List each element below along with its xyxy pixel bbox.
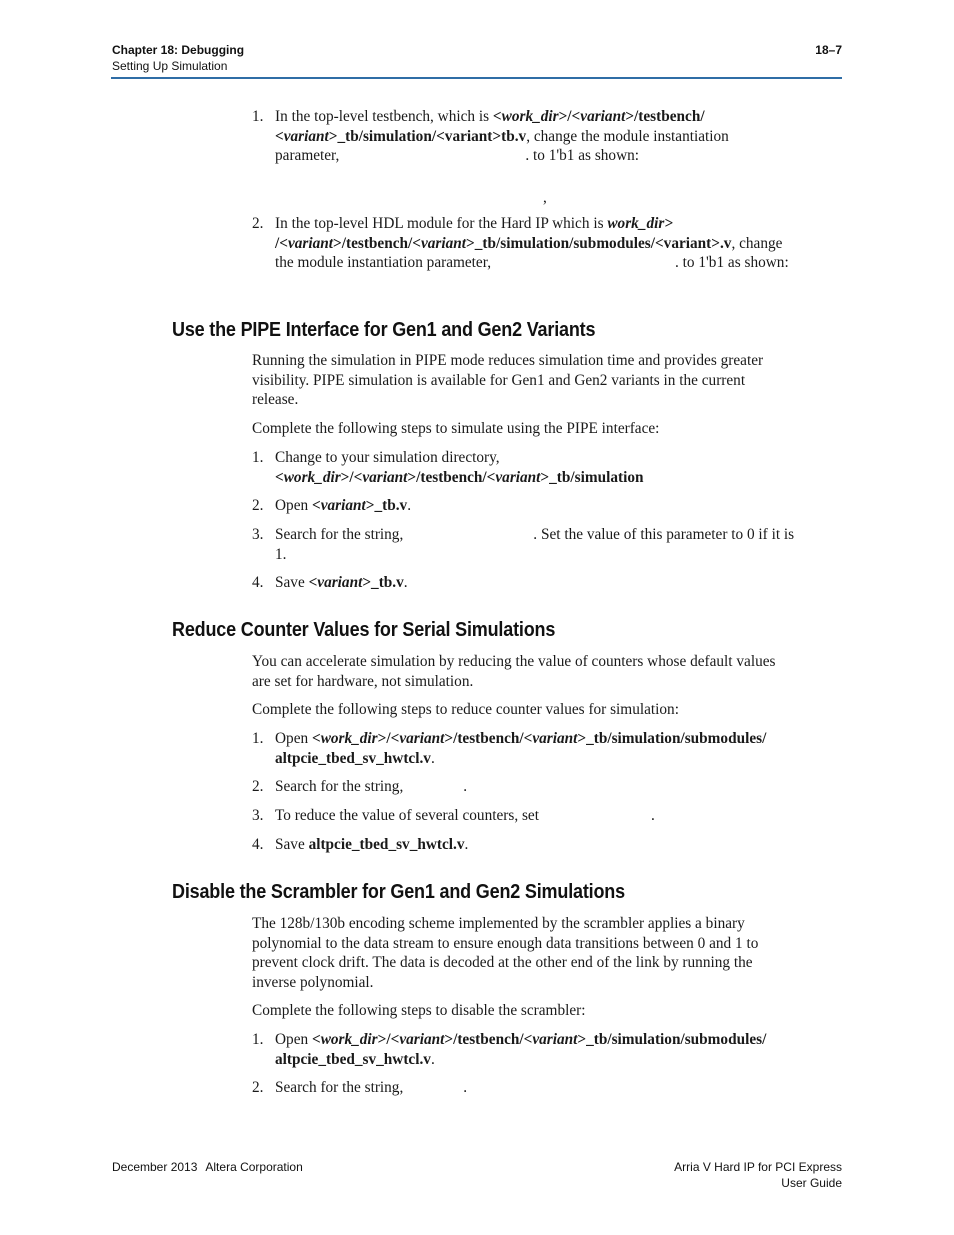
section-heading: Disable the Scrambler for Gen1 and Gen2 Simulations xyxy=(172,881,625,903)
section-title: Setting Up Simulation xyxy=(112,59,228,73)
list-number: 2. xyxy=(252,1079,264,1096)
list-number: 2. xyxy=(252,778,264,795)
list-number: 2. xyxy=(252,215,264,232)
section-heading: Reduce Counter Values for Serial Simulations xyxy=(172,619,556,641)
paragraph: Complete the following steps to disable the scrambler: xyxy=(252,1002,586,1019)
list-item: Open <variant>_tb.v. xyxy=(275,497,412,514)
page-number: 18–7 xyxy=(815,43,842,57)
section-heading: Use the PIPE Interface for Gen1 and Gen2 Variants xyxy=(172,319,596,341)
footer-doc-title: Arria V Hard IP for PCI Express User Guide xyxy=(674,1160,842,1190)
list-item: In the top-level HDL module for the Hard IP which is work_dir> /<variant>/testbench/<variant>_tb/simulation/submodules/<variant>.v, change the module instantiation parameter, . to 1'b1 as shown: xyxy=(275,215,789,271)
list-number: 2. xyxy=(252,497,264,514)
footer-company: Altera Corporation xyxy=(205,1160,303,1174)
list-item: Open <work_dir>/<variant>/testbench/<variant>_tb/simulation/submodules/ altpcie_tbed_sv_hwtcl.v. xyxy=(275,730,767,767)
paragraph: Complete the following steps to reduce counter values for simulation: xyxy=(252,701,679,718)
list-number: 1. xyxy=(252,1031,264,1048)
code-fragment: , xyxy=(543,189,547,206)
list-number: 4. xyxy=(252,836,264,853)
list-number: 3. xyxy=(252,807,264,824)
list-item: Change to your simulation directory, <work_dir>/<variant>/testbench/<variant>_tb/simulation xyxy=(275,449,644,486)
chapter-number: Chapter 18: xyxy=(112,43,179,57)
list-number: 4. xyxy=(252,574,264,591)
paragraph: The 128b/130b encoding scheme implemented by the scrambler applies a binary polynomial to the data stream to ensure enough data transitions between 0 and 1 to prevent clock drift. The data is decoded at the other end of the link by running the inverse polynomial. xyxy=(252,915,759,991)
list-item: Search for the string, . xyxy=(275,1079,468,1096)
running-footer xyxy=(112,1159,303,1175)
list-item: Open <work_dir>/<variant>/testbench/<variant>_tb/simulation/submodules/ altpcie_tbed_sv_hwtcl.v. xyxy=(275,1031,767,1068)
list-number: 1. xyxy=(252,449,264,466)
list-item: In the top-level testbench, which is <work_dir>/<variant>/testbench/ <variant>_tb/simulation/<variant>tb.v, change the module instantiation parameter, . to 1'b1 as shown: xyxy=(275,108,729,164)
list-item: Save <variant>_tb.v. xyxy=(275,574,408,591)
running-header xyxy=(112,42,244,74)
footer-date: December 2013 xyxy=(112,1160,198,1174)
header-rule xyxy=(111,77,842,79)
list-item: Search for the string, . xyxy=(275,778,468,795)
paragraph: Running the simulation in PIPE mode reduces simulation time and provides greater visibility. PIPE simulation is available for Gen1 and Gen2 variants in the current release. xyxy=(252,352,764,408)
list-number: 3. xyxy=(252,526,264,543)
paragraph: Complete the following steps to simulate using the PIPE interface: xyxy=(252,420,660,437)
paragraph: You can accelerate simulation by reducing the value of counters whose default values are set for hardware, not simulation. xyxy=(252,653,776,690)
list-item: Search for the string, . Set the value of this parameter to 0 if it is 1. xyxy=(275,526,795,563)
list-number: 1. xyxy=(252,730,264,747)
list-item: Save altpcie_tbed_sv_hwtcl.v. xyxy=(275,836,469,853)
chapter-title: Debugging xyxy=(181,43,245,57)
list-item: To reduce the value of several counters, set . xyxy=(275,807,655,824)
list-number: 1. xyxy=(252,108,264,125)
